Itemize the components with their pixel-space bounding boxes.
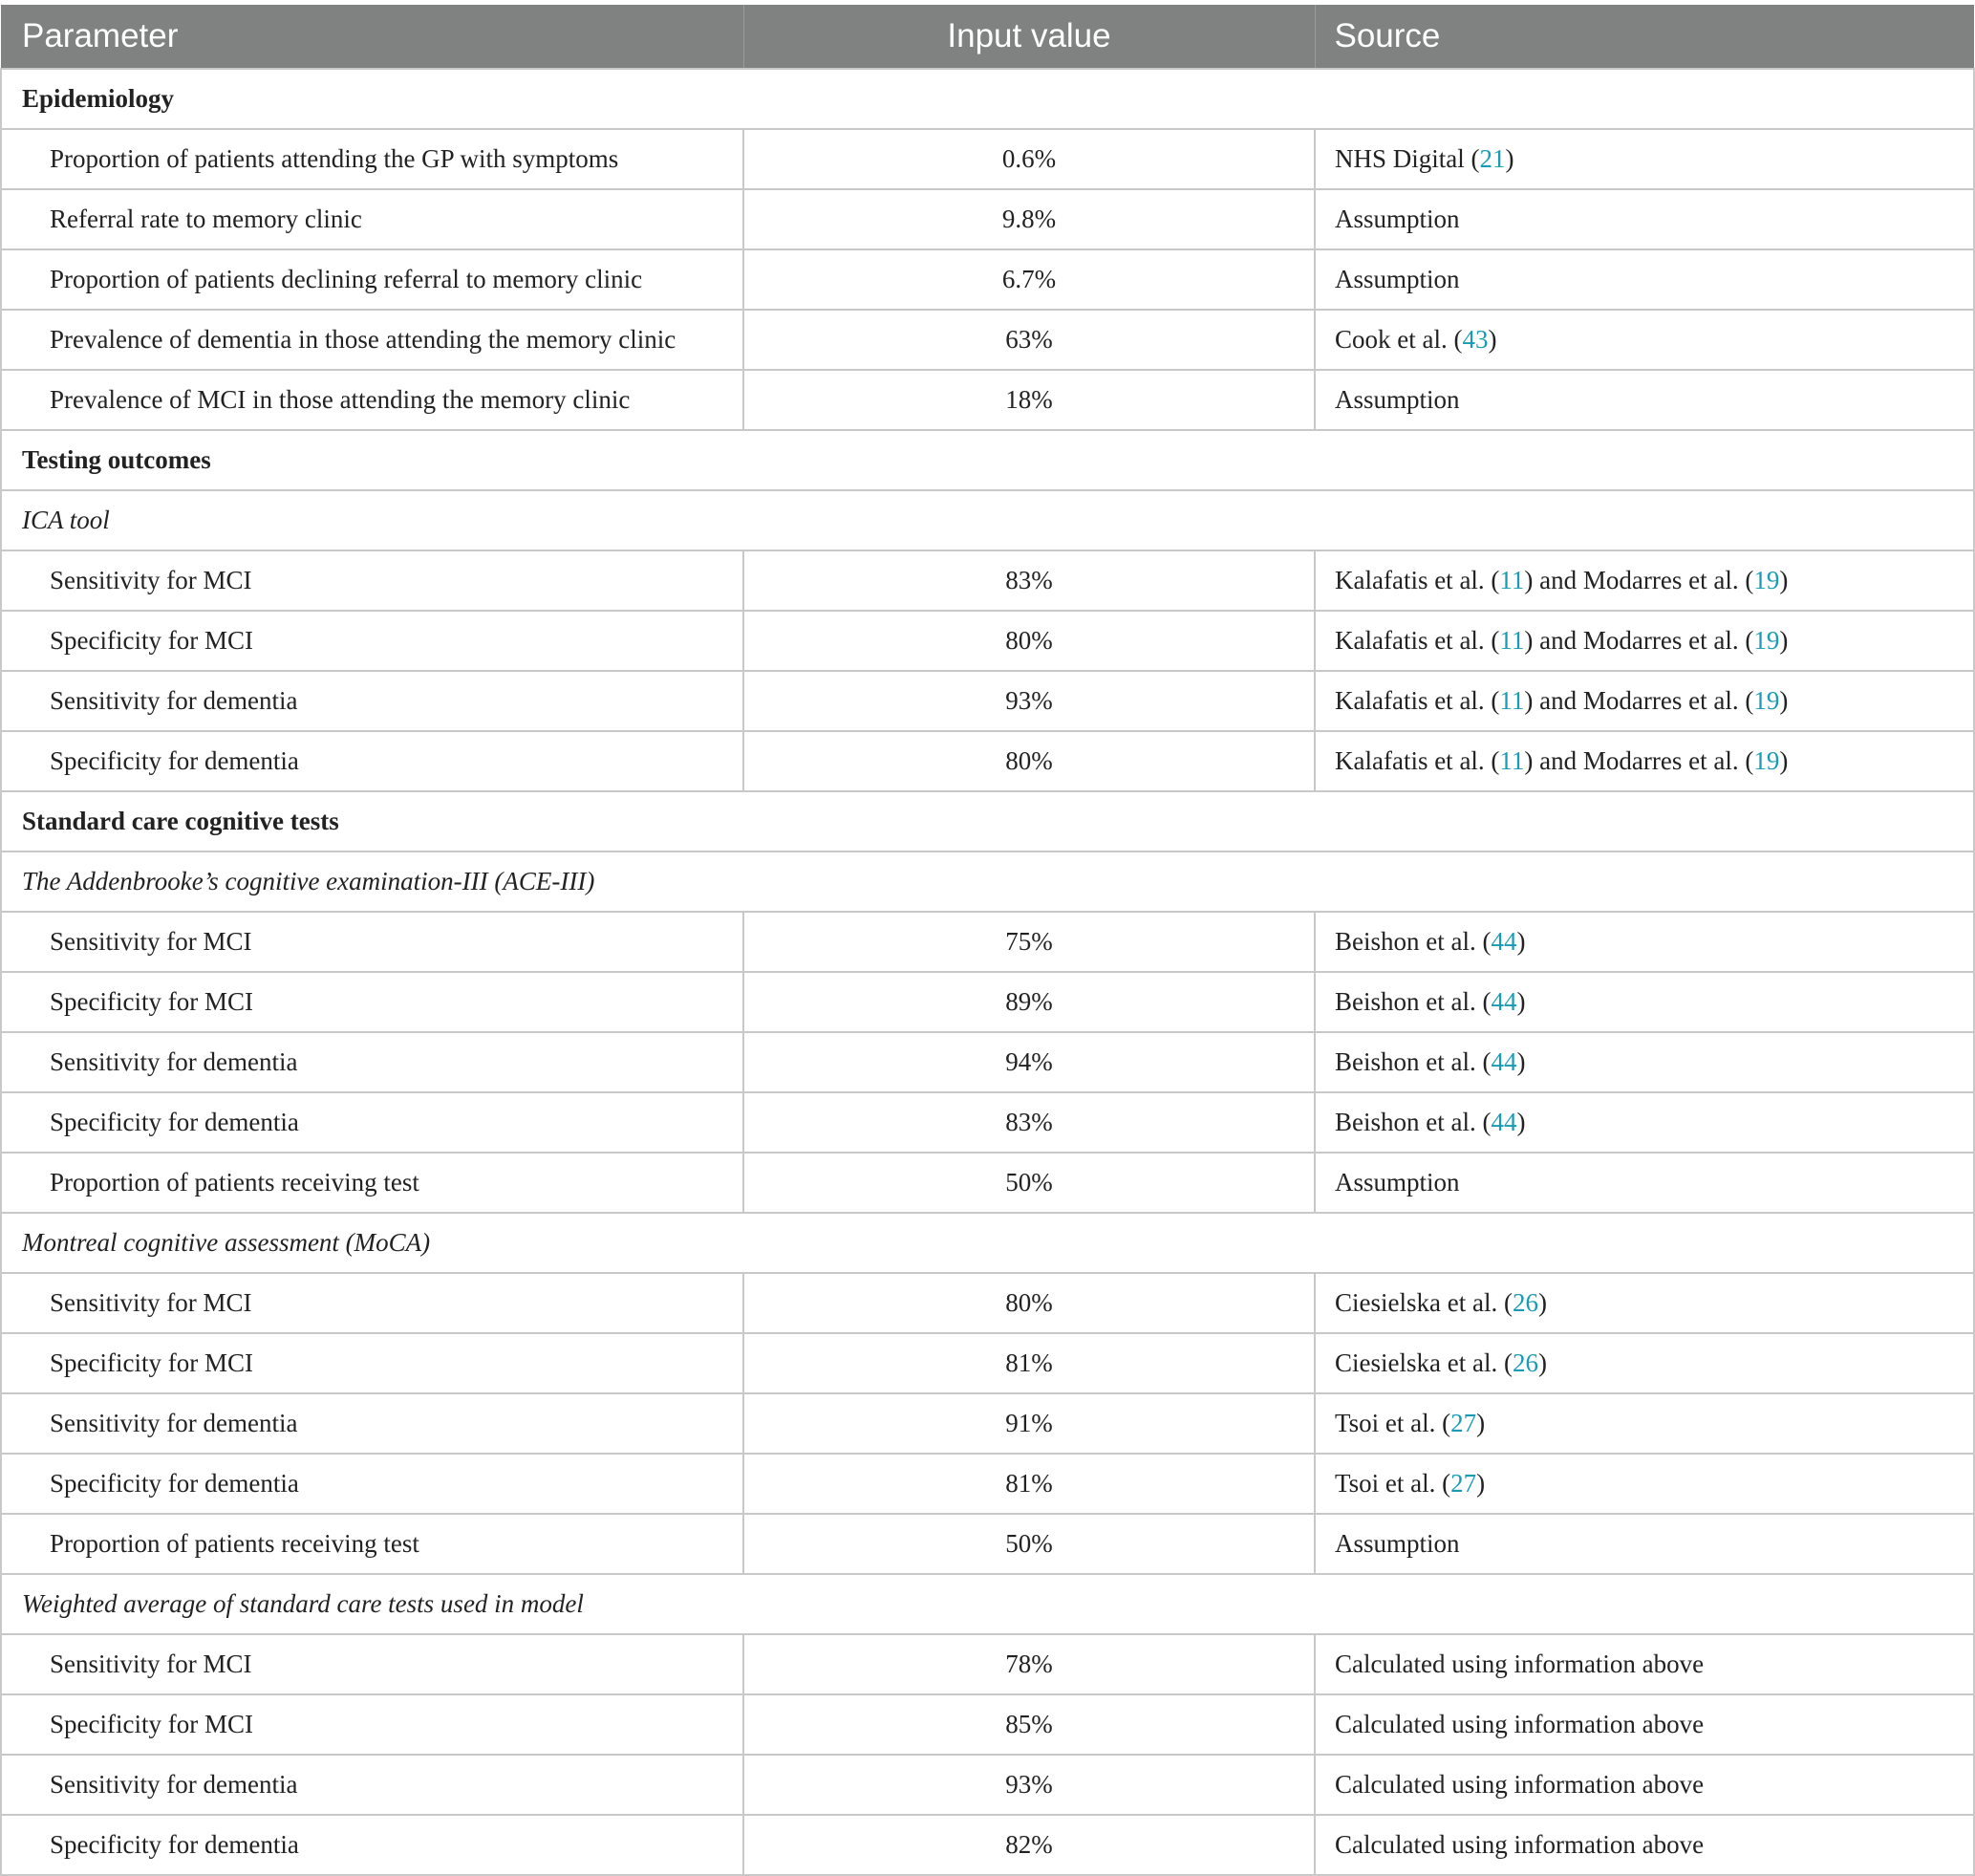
table-row [1,1815,1974,1875]
parameter-cell: Sensitivity for MCI [1,912,743,972]
source-text: Beishon et al. ( [1335,1108,1492,1136]
subsection-row [1,1213,1974,1273]
section-row [1,69,1974,129]
source-text: ) [1516,1047,1526,1076]
source-text: ) [1779,746,1789,775]
parameter-cell: Sensitivity for dementia [1,1755,743,1815]
reference-link[interactable]: 11 [1499,686,1525,715]
table-row [1,1153,1974,1213]
source-text: ) [1476,1469,1486,1498]
subsection-ace-iii: The Addenbrooke’s cognitive examination-III (ACE-III) [1,852,1974,912]
value-cell: 6.7% [743,249,1315,310]
table-row [1,1092,1974,1153]
source-cell: Assumption [1315,249,1974,310]
source-cell: Calculated using information above [1315,1694,1974,1755]
value-cell: 81% [743,1454,1315,1514]
subsection-ica-tool: ICA tool [1,490,1974,550]
value-cell: 89% [743,972,1315,1032]
reference-link[interactable]: 19 [1753,566,1780,594]
source-cell: Assumption [1315,1514,1974,1574]
table-row [1,671,1974,731]
table-row [1,310,1974,370]
subsection-row [1,490,1974,550]
table-row [1,1454,1974,1514]
parameter-cell: Prevalence of dementia in those attending the memory clinic [1,310,743,370]
header-source: Source [1315,5,1974,69]
table-row [1,370,1974,430]
source-cell [1315,972,1974,1032]
value-cell: 75% [743,912,1315,972]
source-text: Kalafatis et al. ( [1335,626,1500,655]
parameter-cell: Specificity for MCI [1,972,743,1032]
parameter-cell: Proportion of patients attending the GP with symptoms [1,129,743,189]
parameters-table [0,5,1975,1876]
table-row [1,1694,1974,1755]
section-row [1,791,1974,852]
source-text: ) [1516,987,1526,1016]
value-cell: 82% [743,1815,1315,1875]
parameter-cell: Sensitivity for dementia [1,1393,743,1454]
section-epidemiology: Epidemiology [1,69,1974,129]
source-text: ) [1537,1348,1547,1377]
source-cell [1315,731,1974,791]
table-row [1,249,1974,310]
reference-link[interactable]: 19 [1753,686,1780,715]
source-text: Kalafatis et al. ( [1335,566,1500,594]
table-row [1,189,1974,249]
source-text: ) and Modarres et al. ( [1524,626,1754,655]
subsection-moca: Montreal cognitive assessment (MoCA) [1,1213,1974,1273]
reference-link[interactable]: 19 [1753,746,1780,775]
section-testing-outcomes: Testing outcomes [1,430,1974,490]
source-cell [1315,1454,1974,1514]
header-row [1,5,1974,69]
source-text: NHS Digital ( [1335,144,1480,173]
source-text: ) [1516,927,1526,956]
source-cell [1315,550,1974,611]
source-text: ) [1537,1288,1547,1317]
table-row [1,1273,1974,1333]
value-cell: 18% [743,370,1315,430]
source-cell [1315,1092,1974,1153]
parameter-cell: Proportion of patients declining referral to memory clinic [1,249,743,310]
value-cell: 9.8% [743,189,1315,249]
table-row [1,1634,1974,1694]
source-cell: Assumption [1315,189,1974,249]
value-cell: 80% [743,1273,1315,1333]
table-row [1,1333,1974,1393]
source-text: ) [1779,566,1789,594]
parameter-cell: Sensitivity for MCI [1,1273,743,1333]
parameter-cell: Sensitivity for MCI [1,550,743,611]
source-text: Kalafatis et al. ( [1335,746,1500,775]
source-text: ) [1505,144,1514,173]
reference-link[interactable]: 44 [1491,1108,1517,1136]
source-cell: Assumption [1315,1153,1974,1213]
source-text: Tsoi et al. ( [1335,1409,1451,1437]
table-row [1,129,1974,189]
parameter-cell: Sensitivity for dementia [1,1032,743,1092]
parameter-cell: Sensitivity for MCI [1,1634,743,1694]
source-text: Ciesielska et al. ( [1335,1348,1513,1377]
source-cell [1315,129,1974,189]
value-cell: 93% [743,671,1315,731]
source-cell [1315,671,1974,731]
source-text: ) [1516,1108,1526,1136]
reference-link[interactable]: 27 [1450,1409,1477,1437]
source-cell: Calculated using information above [1315,1634,1974,1694]
table-row [1,912,1974,972]
reference-link[interactable]: 26 [1512,1288,1538,1317]
value-cell: 80% [743,731,1315,791]
table-row [1,1393,1974,1454]
table-row [1,611,1974,671]
parameter-cell: Sensitivity for dementia [1,671,743,731]
source-text: ) and Modarres et al. ( [1524,746,1754,775]
reference-link[interactable]: 44 [1491,987,1517,1016]
value-cell: 93% [743,1755,1315,1815]
subsection-weighted-average: Weighted average of standard care tests used in model [1,1574,1974,1634]
source-text: Beishon et al. ( [1335,987,1492,1016]
value-cell: 85% [743,1694,1315,1755]
source-text: Beishon et al. ( [1335,927,1492,956]
parameter-cell: Proportion of patients receiving test [1,1514,743,1574]
value-cell: 83% [743,1092,1315,1153]
table-row [1,1032,1974,1092]
parameter-cell: Specificity for dementia [1,1454,743,1514]
source-cell [1315,1032,1974,1092]
source-text: Kalafatis et al. ( [1335,686,1500,715]
reference-link[interactable]: 21 [1479,144,1506,173]
source-text: Ciesielska et al. ( [1335,1288,1513,1317]
value-cell: 78% [743,1634,1315,1694]
value-cell: 80% [743,611,1315,671]
section-row [1,430,1974,490]
reference-link[interactable]: 11 [1499,626,1525,655]
source-cell: Calculated using information above [1315,1755,1974,1815]
source-cell [1315,1333,1974,1393]
source-text: Cook et al. ( [1335,325,1463,354]
source-cell [1315,1273,1974,1333]
parameter-cell: Specificity for MCI [1,1333,743,1393]
source-text: Beishon et al. ( [1335,1047,1492,1076]
parameter-cell: Proportion of patients receiving test [1,1153,743,1213]
reference-link[interactable]: 43 [1462,325,1489,354]
value-cell: 81% [743,1333,1315,1393]
source-text: ) [1779,686,1789,715]
source-text: ) [1476,1409,1486,1437]
table-row [1,731,1974,791]
table-row [1,1755,1974,1815]
source-text: ) and Modarres et al. ( [1524,566,1754,594]
parameter-cell: Referral rate to memory clinic [1,189,743,249]
value-cell: 63% [743,310,1315,370]
value-cell: 50% [743,1153,1315,1213]
header-parameter: Parameter [1,5,743,69]
value-cell: 83% [743,550,1315,611]
reference-link[interactable]: 19 [1753,626,1780,655]
reference-link[interactable]: 11 [1499,746,1525,775]
source-text: Tsoi et al. ( [1335,1469,1451,1498]
parameter-cell: Specificity for MCI [1,611,743,671]
source-cell [1315,310,1974,370]
value-cell: 94% [743,1032,1315,1092]
reference-link[interactable]: 44 [1491,927,1517,956]
value-cell: 50% [743,1514,1315,1574]
source-text: ) [1779,626,1789,655]
source-text: ) and Modarres et al. ( [1524,686,1754,715]
source-text: ) [1488,325,1497,354]
subsection-row [1,852,1974,912]
source-cell: Calculated using information above [1315,1815,1974,1875]
section-standard-care: Standard care cognitive tests [1,791,1974,852]
reference-link[interactable]: 11 [1499,566,1525,594]
value-cell: 91% [743,1393,1315,1454]
subsection-row [1,1574,1974,1634]
parameter-cell: Prevalence of MCI in those attending the memory clinic [1,370,743,430]
parameter-cell: Specificity for dementia [1,1092,743,1153]
source-cell [1315,1393,1974,1454]
table-row [1,550,1974,611]
table-row [1,972,1974,1032]
header-input-value: Input value [743,5,1315,69]
reference-link[interactable]: 44 [1491,1047,1517,1076]
source-cell [1315,912,1974,972]
parameter-cell: Specificity for dementia [1,1815,743,1875]
source-cell [1315,611,1974,671]
reference-link[interactable]: 27 [1450,1469,1477,1498]
source-cell: Assumption [1315,370,1974,430]
reference-link[interactable]: 26 [1512,1348,1538,1377]
table-row [1,1514,1974,1574]
parameter-cell: Specificity for dementia [1,731,743,791]
parameter-cell: Specificity for MCI [1,1694,743,1755]
value-cell: 0.6% [743,129,1315,189]
